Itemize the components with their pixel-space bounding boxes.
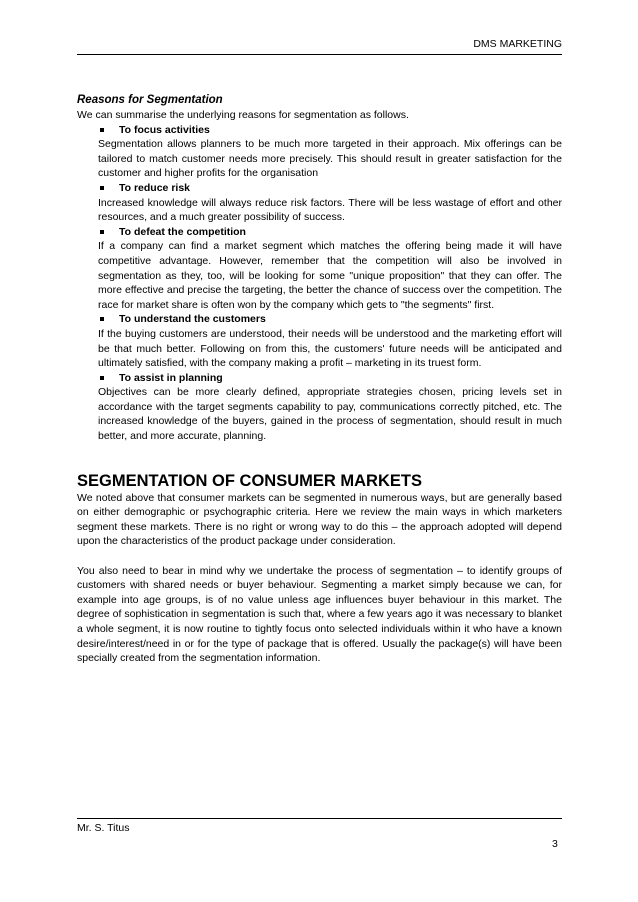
reason-text: If the buying customers are understood, their needs will be understood and the marketing effort will be that much better. Following on from this, the customers' future needs will be anticipated and ultimately satisfied, with the company making a profit – marketing in its truest form. — [98, 327, 562, 370]
reason-title: To defeat the competition — [119, 225, 246, 238]
reason-title-line — [98, 123, 562, 138]
reason-item — [98, 371, 562, 444]
reason-item — [98, 123, 562, 181]
bullet-square-icon — [100, 186, 104, 190]
reasons-intro: We can summarise the underlying reasons for segmentation as follows. — [77, 109, 409, 121]
consumer-markets-paragraph: You also need to bear in mind why we undertake the process of segmentation – to identify groups of customers with shared needs or buyer behaviour. Segmenting a market simply because we can, for example into age groups, is of no value unless age influences buyer behaviour in this market. The degree of sophistication in segmentation is such that, where a few years ago it was necessary to blanket a whole segment, it is now routine to tightly focus onto selected individuals within it who have a known desire/interest/need in or for the type of package that is offered. Usually the package(s) will have been specially created from the segmentation information. — [77, 564, 562, 665]
reason-title-line — [98, 225, 562, 240]
bullet-square-icon — [100, 317, 104, 321]
footer-author: Mr. S. Titus — [77, 822, 130, 834]
page-header: DMS MARKETING — [473, 38, 562, 50]
reason-item — [98, 181, 562, 225]
page-number: 3 — [552, 838, 558, 850]
reason-title: To assist in planning — [119, 371, 223, 384]
reasons-heading: Reasons for Segmentation — [77, 94, 223, 106]
reason-title-line — [98, 181, 562, 196]
reason-text: Objectives can be more clearly defined, appropriate strategies chosen, pricing levels set in accordance with the target segments capability to pay, communications correctly pitched, etc. The increased knowledge of the buyers, gained in the process of segmentation, should result in much better, and more accurate, planning. — [98, 386, 562, 443]
reason-title: To understand the customers — [119, 313, 266, 326]
paragraph-spacer — [77, 549, 562, 564]
bullet-square-icon — [100, 230, 104, 234]
reason-item — [98, 225, 562, 313]
reason-text: If a company can find a market segment which matches the offering being made it will have competitive advantage. However, remember that the competition will also be involved in segmentation as they, too, will be looking for some "unique proposition" that they can offer. The more effective and precise the targeting, the better the chance of success over the competition. The race for market share is often won by the company which gets to "the segments" first. — [98, 240, 562, 311]
consumer-markets-paragraph: We noted above that consumer markets can be segmented in numerous ways, but are generally based on either demographic or psychographic criteria. Here we review the main ways in which marketers segment these markets. There is no right or wrong way to do this – the approach adopted will depend upon the characteristics of the product package under consideration. — [77, 491, 562, 548]
footer-divider — [77, 818, 562, 819]
reason-title-line — [98, 312, 562, 327]
document-body — [77, 93, 562, 666]
reason-title: To reduce risk — [119, 181, 190, 194]
header-divider — [77, 54, 562, 55]
bullet-square-icon — [100, 128, 104, 132]
bullet-square-icon — [100, 376, 104, 380]
reason-text: Increased knowledge will always reduce risk factors. There will be less wastage of effort and other resources, and a much greater possibility of success. — [98, 196, 562, 224]
reason-text: Segmentation allows planners to be much more targeted in their approach. Mix offerings can be tailored to match customer needs more precisely. This should result in greater satisfaction for the customer and higher profits for the organisation — [98, 138, 562, 180]
reason-title-line — [98, 371, 562, 386]
reason-item — [98, 312, 562, 370]
section-heading: SEGMENTATION OF CONSUMER MARKETS — [77, 471, 422, 490]
reason-title: To focus activities — [119, 123, 210, 136]
